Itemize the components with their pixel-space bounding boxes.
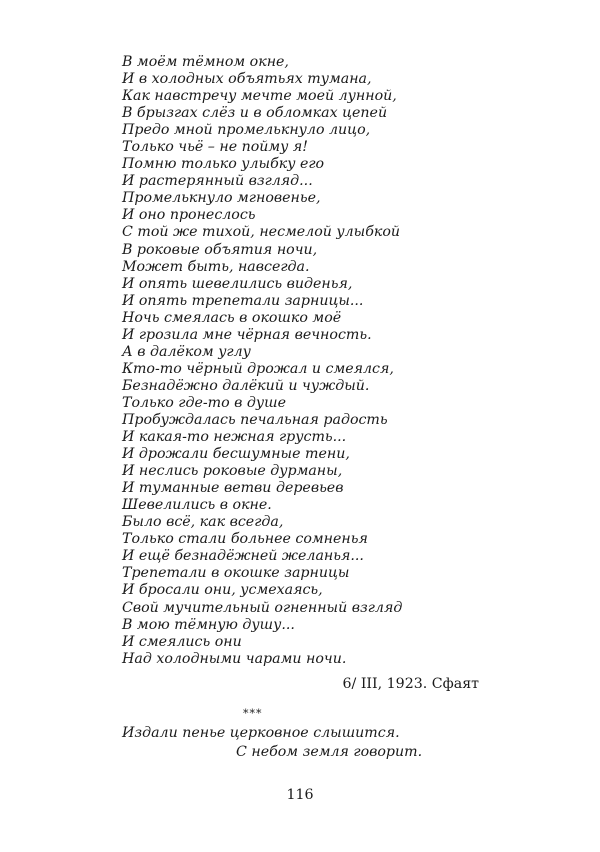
poem-date-place: 6/ III, 1923. Сфаят xyxy=(342,676,479,692)
poem-line: Предо мной промелькнуло лицо, xyxy=(122,122,371,139)
poem-line: И ещё безнадёжней желанья... xyxy=(122,548,364,565)
next-poem-line-1: Издали пенье церковное слышится. xyxy=(122,725,400,741)
poem-line: Как навстречу мечте моей лунной, xyxy=(122,88,397,105)
poem-line: В моём тёмном окне, xyxy=(122,54,289,70)
poem-line: И опять трепетали зарницы... xyxy=(122,292,364,309)
poem-line: Помню только улыбку его xyxy=(122,156,325,173)
page-number: 116 xyxy=(286,787,314,803)
poem-line: Трепетали в окошке зарницы xyxy=(122,565,350,582)
poem-line: Над холодными чарами ночи. xyxy=(122,650,347,667)
poem-line: Ночь смеялась в окошко моё xyxy=(122,309,342,326)
poem-line: И бросали они, усмехаясь, xyxy=(122,582,323,599)
poem-line: Кто-то чёрный дрожал и смеялся, xyxy=(122,360,394,377)
poem-line: И растерянный взгляд... xyxy=(122,173,313,190)
poem-line: Промелькнуло мгновенье, xyxy=(122,190,321,207)
poem-line: Только чьё – не пойму я! xyxy=(122,139,309,156)
poem-line: Свой мучительный огненный взгляд xyxy=(122,599,403,616)
poem-line: И туманные ветви деревьев xyxy=(122,480,344,497)
poem-line: И смеялись они xyxy=(122,633,242,650)
poem-line: С той же тихой, несмелой улыбкой xyxy=(122,224,401,241)
poem-line: В роковые объятия ночи, xyxy=(122,241,318,258)
poem-line: В мою тёмную душу... xyxy=(122,616,295,633)
poem-line: Пробуждалась печальная радость xyxy=(122,411,388,428)
poem-line: И дрожали бесшумные тени, xyxy=(122,446,350,463)
next-poem-line-2: С небом земля говорит. xyxy=(236,744,423,760)
poem-line: Только стали больнее сомненья xyxy=(122,531,368,548)
poem-line: И оно пронеслось xyxy=(122,207,256,224)
poem-line: Безнадёжно далёкий и чуждый. xyxy=(122,377,370,394)
poem-line: И неслись роковые дурманы, xyxy=(122,463,343,480)
poem-line: В брызгах слёз и в обломках цепей xyxy=(122,105,388,122)
poem-line: Шевелились в окне. xyxy=(122,497,272,514)
poem-line: Только где-то в душе xyxy=(122,394,286,411)
poem-line: И какая-то нежная грусть... xyxy=(122,429,347,446)
poem-line: Может быть, навсегда. xyxy=(122,258,310,275)
section-separator: *** xyxy=(243,707,263,720)
poem-body xyxy=(122,54,402,668)
poem-line: Было всё, как всегда, xyxy=(122,514,284,531)
poem-line: И опять шевелились виденья, xyxy=(122,275,353,292)
poem-line: А в далёком углу xyxy=(122,343,251,360)
poem-line: И в холодных объятьях тумана, xyxy=(122,71,372,88)
poem-line: И грозила мне чёрная вечность. xyxy=(122,326,372,343)
